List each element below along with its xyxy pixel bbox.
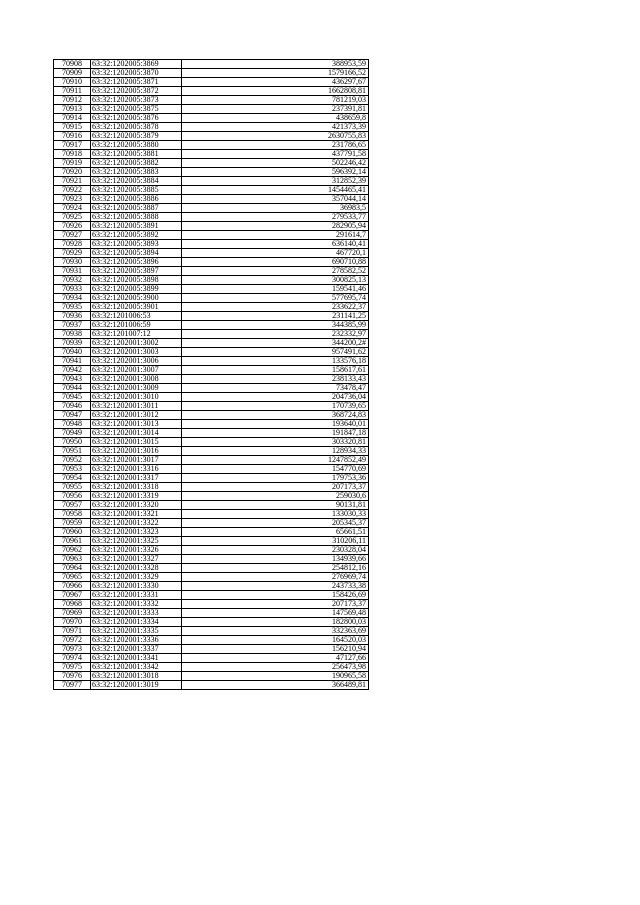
value-cell: 182800,03 [182, 618, 369, 627]
cadastral-number-cell: 63:32:1202001:3320 [91, 501, 182, 510]
cadastral-number-cell: 63:32:1202001:3016 [91, 447, 182, 456]
row-number-cell: 70934 [54, 294, 91, 303]
value-cell: 36983,5 [182, 204, 369, 213]
row-number-cell: 70930 [54, 258, 91, 267]
row-number-cell: 70936 [54, 312, 91, 321]
row-number-cell: 70914 [54, 114, 91, 123]
cadastral-number-cell: 63:32:1202005:3882 [91, 159, 182, 168]
value-cell: 303320,81 [182, 438, 369, 447]
cadastral-number-cell: 63:32:1202001:3334 [91, 618, 182, 627]
row-number-cell: 70972 [54, 636, 91, 645]
table-row [54, 582, 369, 591]
table-row [54, 303, 369, 312]
row-number-cell: 70940 [54, 348, 91, 357]
table-row [54, 141, 369, 150]
table-row [54, 591, 369, 600]
table-row [54, 438, 369, 447]
value-cell: 254812,16 [182, 564, 369, 573]
value-cell: 310206,11 [182, 537, 369, 546]
cadastral-number-cell: 63:32:1202005:3892 [91, 231, 182, 240]
cadastral-number-cell: 63:32:1202005:3899 [91, 285, 182, 294]
value-cell: 193640,01 [182, 420, 369, 429]
value-cell: 276969,74 [182, 573, 369, 582]
value-cell: 1662808,81 [182, 87, 369, 96]
cadastral-number-cell: 63:32:1202005:3894 [91, 249, 182, 258]
row-number-cell: 70912 [54, 96, 91, 105]
cadastral-value-table [53, 59, 369, 690]
cadastral-number-cell: 63:32:1202001:3337 [91, 645, 182, 654]
table-row [54, 510, 369, 519]
value-cell: 233622,37 [182, 303, 369, 312]
table-row [54, 627, 369, 636]
table-row [54, 195, 369, 204]
row-number-cell: 70925 [54, 213, 91, 222]
cadastral-number-cell: 63:32:1202001:3327 [91, 555, 182, 564]
cadastral-number-cell: 63:32:1202005:3900 [91, 294, 182, 303]
value-cell: 781219,03 [182, 96, 369, 105]
value-cell: 368724,83 [182, 411, 369, 420]
cadastral-number-cell: 63:32:1202001:3325 [91, 537, 182, 546]
row-number-cell: 70935 [54, 303, 91, 312]
cadastral-number-cell: 63:32:1201007:12 [91, 330, 182, 339]
row-number-cell: 70951 [54, 447, 91, 456]
value-cell: 73478,47 [182, 384, 369, 393]
cadastral-number-cell: 63:32:1202001:3009 [91, 384, 182, 393]
cadastral-number-cell: 63:32:1202001:3014 [91, 429, 182, 438]
table-row [54, 231, 369, 240]
cadastral-number-cell: 63:32:1202005:3898 [91, 276, 182, 285]
table-row [54, 276, 369, 285]
table-row [54, 501, 369, 510]
table-row [54, 411, 369, 420]
table-row [54, 213, 369, 222]
value-cell: 366489,81 [182, 681, 369, 690]
table-row [54, 384, 369, 393]
value-cell: 205345,37 [182, 519, 369, 528]
row-number-cell: 70969 [54, 609, 91, 618]
value-cell: 179753,36 [182, 474, 369, 483]
value-cell: 282905,94 [182, 222, 369, 231]
row-number-cell: 70966 [54, 582, 91, 591]
table-row [54, 564, 369, 573]
value-cell: 230328,04 [182, 546, 369, 555]
row-number-cell: 70976 [54, 672, 91, 681]
table-row [54, 681, 369, 690]
cadastral-number-cell: 63:32:1202005:3869 [91, 60, 182, 69]
value-cell: 156210,94 [182, 645, 369, 654]
table-row [54, 348, 369, 357]
value-cell: 90131,81 [182, 501, 369, 510]
table-row [54, 267, 369, 276]
cadastral-number-cell: 63:32:1202005:3891 [91, 222, 182, 231]
row-number-cell: 70954 [54, 474, 91, 483]
value-cell: 344200,2# [182, 339, 369, 348]
value-cell: 291614,7 [182, 231, 369, 240]
row-number-cell: 70924 [54, 204, 91, 213]
value-cell: 279533,77 [182, 213, 369, 222]
row-number-cell: 70932 [54, 276, 91, 285]
row-number-cell: 70910 [54, 78, 91, 87]
table-body [54, 60, 369, 690]
cadastral-number-cell: 63:32:1202001:3018 [91, 672, 182, 681]
cadastral-number-cell: 63:32:1201006:59 [91, 321, 182, 330]
cadastral-number-cell: 63:32:1202001:3329 [91, 573, 182, 582]
cadastral-number-cell: 63:32:1202005:3884 [91, 177, 182, 186]
row-number-cell: 70962 [54, 546, 91, 555]
cadastral-number-cell: 63:32:1202005:3897 [91, 267, 182, 276]
cadastral-number-cell: 63:32:1202001:3008 [91, 375, 182, 384]
table-row [54, 204, 369, 213]
table-row [54, 249, 369, 258]
value-cell: 256473,98 [182, 663, 369, 672]
value-cell: 357044,14 [182, 195, 369, 204]
cadastral-number-cell: 63:32:1202001:3341 [91, 654, 182, 663]
table-row [54, 186, 369, 195]
row-number-cell: 70970 [54, 618, 91, 627]
row-number-cell: 70931 [54, 267, 91, 276]
value-cell: 237391,81 [182, 105, 369, 114]
cadastral-number-cell: 63:32:1202005:3887 [91, 204, 182, 213]
value-cell: 278582,52 [182, 267, 369, 276]
row-number-cell: 70949 [54, 429, 91, 438]
table-row [54, 474, 369, 483]
table-row [54, 618, 369, 627]
row-number-cell: 70937 [54, 321, 91, 330]
table-row [54, 294, 369, 303]
table-row [54, 546, 369, 555]
value-cell: 421373,39 [182, 123, 369, 132]
cadastral-number-cell: 63:32:1202005:3870 [91, 69, 182, 78]
value-cell: 957491,62 [182, 348, 369, 357]
value-cell: 332363,69 [182, 627, 369, 636]
row-number-cell: 70945 [54, 393, 91, 402]
cadastral-number-cell: 63:32:1202001:3321 [91, 510, 182, 519]
table-row [54, 69, 369, 78]
value-cell: 344385,99 [182, 321, 369, 330]
value-cell: 312852,39 [182, 177, 369, 186]
table-row [54, 312, 369, 321]
cadastral-number-cell: 63:32:1202001:3010 [91, 393, 182, 402]
value-cell: 47127,66 [182, 654, 369, 663]
cadastral-number-cell: 63:32:1202001:3002 [91, 339, 182, 348]
table-row [54, 528, 369, 537]
value-cell: 147569,48 [182, 609, 369, 618]
cadastral-number-cell: 63:32:1202001:3328 [91, 564, 182, 573]
row-number-cell: 70917 [54, 141, 91, 150]
cadastral-number-cell: 63:32:1202005:3893 [91, 240, 182, 249]
row-number-cell: 70942 [54, 366, 91, 375]
cadastral-number-cell: 63:32:1202005:3873 [91, 96, 182, 105]
row-number-cell: 70922 [54, 186, 91, 195]
value-cell: 388953,59 [182, 60, 369, 69]
cadastral-number-cell: 63:32:1202005:3876 [91, 114, 182, 123]
row-number-cell: 70944 [54, 384, 91, 393]
table-row [54, 456, 369, 465]
table-row [54, 483, 369, 492]
table-row [54, 447, 369, 456]
cadastral-number-cell: 63:32:1202001:3342 [91, 663, 182, 672]
row-number-cell: 70938 [54, 330, 91, 339]
value-cell: 467720,1 [182, 249, 369, 258]
cadastral-number-cell: 63:32:1202001:3330 [91, 582, 182, 591]
row-number-cell: 70933 [54, 285, 91, 294]
table-row [54, 78, 369, 87]
row-number-cell: 70953 [54, 465, 91, 474]
row-number-cell: 70977 [54, 681, 91, 690]
value-cell: 158426,69 [182, 591, 369, 600]
value-cell: 2630755,83 [182, 132, 369, 141]
cadastral-number-cell: 63:32:1202001:3323 [91, 528, 182, 537]
cadastral-number-cell: 63:32:1202005:3881 [91, 150, 182, 159]
table-row [54, 429, 369, 438]
row-number-cell: 70929 [54, 249, 91, 258]
cadastral-number-cell: 63:32:1202001:3017 [91, 456, 182, 465]
row-number-cell: 70957 [54, 501, 91, 510]
row-number-cell: 70960 [54, 528, 91, 537]
row-number-cell: 70963 [54, 555, 91, 564]
value-cell: 231786,65 [182, 141, 369, 150]
cadastral-number-cell: 63:32:1202005:3880 [91, 141, 182, 150]
cadastral-number-cell: 63:32:1202001:3011 [91, 402, 182, 411]
row-number-cell: 70941 [54, 357, 91, 366]
row-number-cell: 70968 [54, 600, 91, 609]
table-row [54, 132, 369, 141]
cadastral-number-cell: 63:32:1202005:3875 [91, 105, 182, 114]
row-number-cell: 70961 [54, 537, 91, 546]
value-cell: 238133,43 [182, 375, 369, 384]
cadastral-number-cell: 63:32:1202001:3013 [91, 420, 182, 429]
table-row [54, 420, 369, 429]
cadastral-number-cell: 63:32:1202001:3007 [91, 366, 182, 375]
value-cell: 437791,58 [182, 150, 369, 159]
cadastral-number-cell: 63:32:1202001:3335 [91, 627, 182, 636]
cadastral-number-cell: 63:32:1202005:3872 [91, 87, 182, 96]
table-row [54, 240, 369, 249]
row-number-cell: 70926 [54, 222, 91, 231]
table-row [54, 159, 369, 168]
value-cell: 232332,97 [182, 330, 369, 339]
table-row [54, 609, 369, 618]
table-row [54, 123, 369, 132]
row-number-cell: 70943 [54, 375, 91, 384]
value-cell: 636140,41 [182, 240, 369, 249]
row-number-cell: 70950 [54, 438, 91, 447]
row-number-cell: 70908 [54, 60, 91, 69]
cadastral-number-cell: 63:32:1202001:3006 [91, 357, 182, 366]
table-row [54, 222, 369, 231]
value-cell: 243733,38 [182, 582, 369, 591]
cadastral-number-cell: 63:32:1202001:3003 [91, 348, 182, 357]
value-cell: 207173,37 [182, 600, 369, 609]
row-number-cell: 70964 [54, 564, 91, 573]
table-row [54, 96, 369, 105]
value-cell: 1579166,52 [182, 69, 369, 78]
cadastral-number-cell: 63:32:1202001:3015 [91, 438, 182, 447]
row-number-cell: 70967 [54, 591, 91, 600]
table-row [54, 285, 369, 294]
table-row [54, 465, 369, 474]
row-number-cell: 70913 [54, 105, 91, 114]
table-row [54, 258, 369, 267]
table-row [54, 114, 369, 123]
table-row [54, 492, 369, 501]
table-row [54, 636, 369, 645]
table-row [54, 393, 369, 402]
cadastral-number-cell: 63:32:1202005:3871 [91, 78, 182, 87]
value-cell: 204736,04 [182, 393, 369, 402]
row-number-cell: 70921 [54, 177, 91, 186]
row-number-cell: 70952 [54, 456, 91, 465]
row-number-cell: 70971 [54, 627, 91, 636]
table-row [54, 87, 369, 96]
row-number-cell: 70916 [54, 132, 91, 141]
cadastral-number-cell: 63:32:1202005:3888 [91, 213, 182, 222]
table-row [54, 177, 369, 186]
table-row [54, 60, 369, 69]
row-number-cell: 70956 [54, 492, 91, 501]
cadastral-number-cell: 63:32:1202005:3885 [91, 186, 182, 195]
value-cell: 1247852,49 [182, 456, 369, 465]
value-cell: 300825,13 [182, 276, 369, 285]
table-row [54, 537, 369, 546]
cadastral-number-cell: 63:32:1202001:3319 [91, 492, 182, 501]
table-row [54, 339, 369, 348]
value-cell: 577695,74 [182, 294, 369, 303]
cadastral-number-cell: 63:32:1202001:3322 [91, 519, 182, 528]
row-number-cell: 70973 [54, 645, 91, 654]
cadastral-number-cell: 63:32:1202001:3331 [91, 591, 182, 600]
cadastral-number-cell: 63:32:1202005:3878 [91, 123, 182, 132]
value-cell: 1454465,41 [182, 186, 369, 195]
cadastral-number-cell: 63:32:1202001:3019 [91, 681, 182, 690]
cadastral-number-cell: 63:32:1202001:3317 [91, 474, 182, 483]
row-number-cell: 70919 [54, 159, 91, 168]
table-row [54, 168, 369, 177]
cadastral-number-cell: 63:32:1202001:3316 [91, 465, 182, 474]
value-cell: 231141,25 [182, 312, 369, 321]
value-cell: 128934,33 [182, 447, 369, 456]
cadastral-number-cell: 63:32:1202001:3332 [91, 600, 182, 609]
value-cell: 259030,6 [182, 492, 369, 501]
row-number-cell: 70947 [54, 411, 91, 420]
row-number-cell: 70955 [54, 483, 91, 492]
table-row [54, 654, 369, 663]
cadastral-number-cell: 63:32:1202001:3336 [91, 636, 182, 645]
table-row [54, 105, 369, 114]
table-row [54, 645, 369, 654]
table-row [54, 672, 369, 681]
cadastral-number-cell: 63:32:1202001:3318 [91, 483, 182, 492]
value-cell: 65661,51 [182, 528, 369, 537]
table-row [54, 321, 369, 330]
cadastral-number-cell: 63:32:1202001:3333 [91, 609, 182, 618]
row-number-cell: 70958 [54, 510, 91, 519]
value-cell: 436297,67 [182, 78, 369, 87]
table-row [54, 663, 369, 672]
value-cell: 190965,58 [182, 672, 369, 681]
value-cell: 438659,8 [182, 114, 369, 123]
table-row [54, 375, 369, 384]
table-row [54, 573, 369, 582]
table-row [54, 150, 369, 159]
row-number-cell: 70946 [54, 402, 91, 411]
row-number-cell: 70918 [54, 150, 91, 159]
cadastral-number-cell: 63:32:1202005:3896 [91, 258, 182, 267]
value-cell: 159541,46 [182, 285, 369, 294]
cadastral-number-cell: 63:32:1202005:3879 [91, 132, 182, 141]
cadastral-number-cell: 63:32:1202001:3012 [91, 411, 182, 420]
row-number-cell: 70939 [54, 339, 91, 348]
cadastral-number-cell: 63:32:1202005:3883 [91, 168, 182, 177]
value-cell: 502246,42 [182, 159, 369, 168]
value-cell: 158617,61 [182, 366, 369, 375]
value-cell: 690710,88 [182, 258, 369, 267]
value-cell: 207173,37 [182, 483, 369, 492]
value-cell: 133576,18 [182, 357, 369, 366]
table-row [54, 357, 369, 366]
row-number-cell: 70927 [54, 231, 91, 240]
value-cell: 170739,65 [182, 402, 369, 411]
row-number-cell: 70928 [54, 240, 91, 249]
value-cell: 133030,33 [182, 510, 369, 519]
cadastral-number-cell: 63:32:1202005:3901 [91, 303, 182, 312]
row-number-cell: 70975 [54, 663, 91, 672]
value-cell: 191847,18 [182, 429, 369, 438]
value-cell: 154770,69 [182, 465, 369, 474]
cadastral-number-cell: 63:32:1201006:53 [91, 312, 182, 321]
row-number-cell: 70948 [54, 420, 91, 429]
row-number-cell: 70974 [54, 654, 91, 663]
table-row [54, 519, 369, 528]
value-cell: 134939,66 [182, 555, 369, 564]
cadastral-number-cell: 63:32:1202005:3886 [91, 195, 182, 204]
row-number-cell: 70965 [54, 573, 91, 582]
row-number-cell: 70959 [54, 519, 91, 528]
table-row [54, 366, 369, 375]
row-number-cell: 70909 [54, 69, 91, 78]
table-row [54, 330, 369, 339]
value-cell: 164520,03 [182, 636, 369, 645]
table-row [54, 600, 369, 609]
table-row [54, 402, 369, 411]
value-cell: 596392,14 [182, 168, 369, 177]
row-number-cell: 70920 [54, 168, 91, 177]
row-number-cell: 70911 [54, 87, 91, 96]
row-number-cell: 70915 [54, 123, 91, 132]
cadastral-number-cell: 63:32:1202001:3326 [91, 546, 182, 555]
row-number-cell: 70923 [54, 195, 91, 204]
table-row [54, 555, 369, 564]
